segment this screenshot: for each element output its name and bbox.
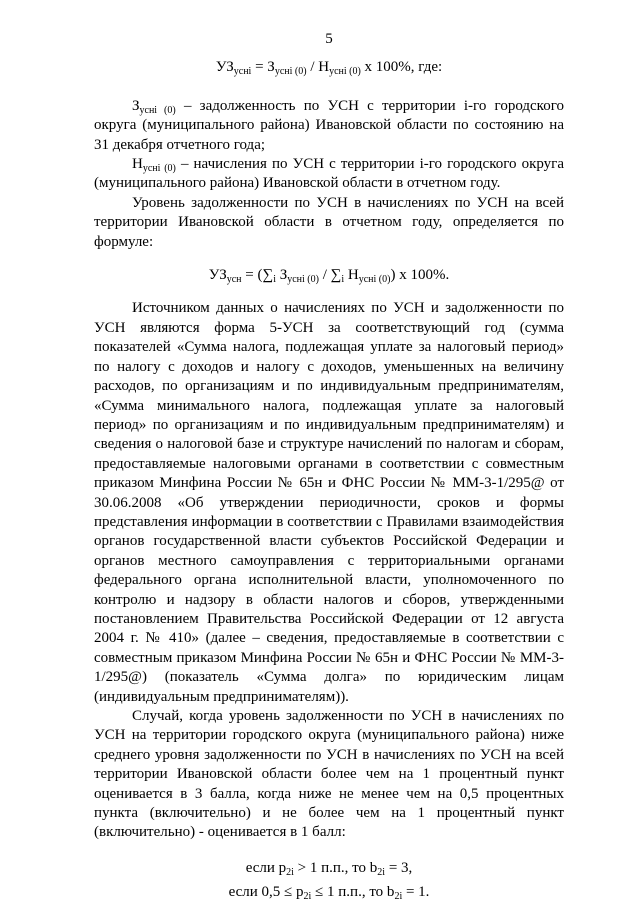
paragraph-level-description: Уровень задолженности по УСН в начислениях по УСН на всей территории Ивановской области в отчетном году, определяется по формуле: [94,194,564,250]
paragraph-scoring-case: Случай, когда уровень задолженности по УСН в начислениях по УСН на территории городского округа (муниципального района) ниже среднего уровня задолженности по УСН в начислениях по УСН на всей территории Ивановской области более чем на 1 процентный пункт оценивается в 3 балла, когда ниже не менее чем на 0,5 процентных пункта (включительно) и не более чем на 1 процентный пункт (включительно) - оценивается в 1 балл: [94,708,564,841]
page-number: 5 [325,31,333,47]
paragraph-data-source: Источником данных о начислениях по УСН и задолженности по УСН являются форма 5-УСН за соответствующий год (сумма показателей «Сумма налога, подлежащая уплате за налоговый период» по налогу с доходов и налогу с доходов, уменьшенных на величину расходов, по организациям и по индивидуальным предпринимателям, «Сумма минимального налога, подлежащая уплате за налоговый период» по организациям и по индивидуальным предпринимателям) и сведения о налоговой базе и структуре начислений по налогам и сборам, предоставляемые налоговыми органами в соответствии с совместным приказом Минфина России № 65н и ФНС России № ММ-3-1/295@ от 30.06.2008 «Об утверждении периодичности, сроков и формы представления информации в соответствии с Правилами взаимодействия органов государственной власти субъектов Российской Федерации и органов местного самоуправления с территориальными органами федерального органа исполнительной власти, уполномоченного по контролю и надзору в области налогов и сборов, утвержденными постановлением Правительства Российской Федерации от 12 августа 2004 г. № 410» (далее – сведения, предоставляемые в соответствии с совместным приказом Минфина России № 65н и ФНС России № ММ-3-1/295@) (показатель «Сумма долга» по юридическим лицам (индивидуальным предпринимателям)). [94,300,564,705]
formula-uz-sum: $УЗ_{усн} = (\sum_i$ $З_{усні (0)} / \sum_i$ $Н_{усні (0)}$) x 100%. [208,267,450,286]
condition-line-1: если $p_{2i} > 1$ п.п., то $b_{2i} = 3$, [245,859,413,878]
formula-uz-ratio: $УЗ_{усні} = З_{усні (0)} / Н_{усні (0)}$ x 100%, где: [215,59,443,78]
condition-line-2: если $0,5 \le p_{2i} \le 1$ п.п., то $b_{2i} = 1$. [228,883,430,902]
paragraph-n-definition: $Н_{усні (0)}$ – начисления по УСН с территории i-го городского округа (муниципального района) Ивановской области в отчетном году. [94,156,564,192]
paragraph-z-definition: $З_{усні (0)}$ – задолженность по УСН с территории i-го городского округа (муниципального района) Ивановской области по состоянию на 31 декабря отчетного года; [94,97,564,153]
